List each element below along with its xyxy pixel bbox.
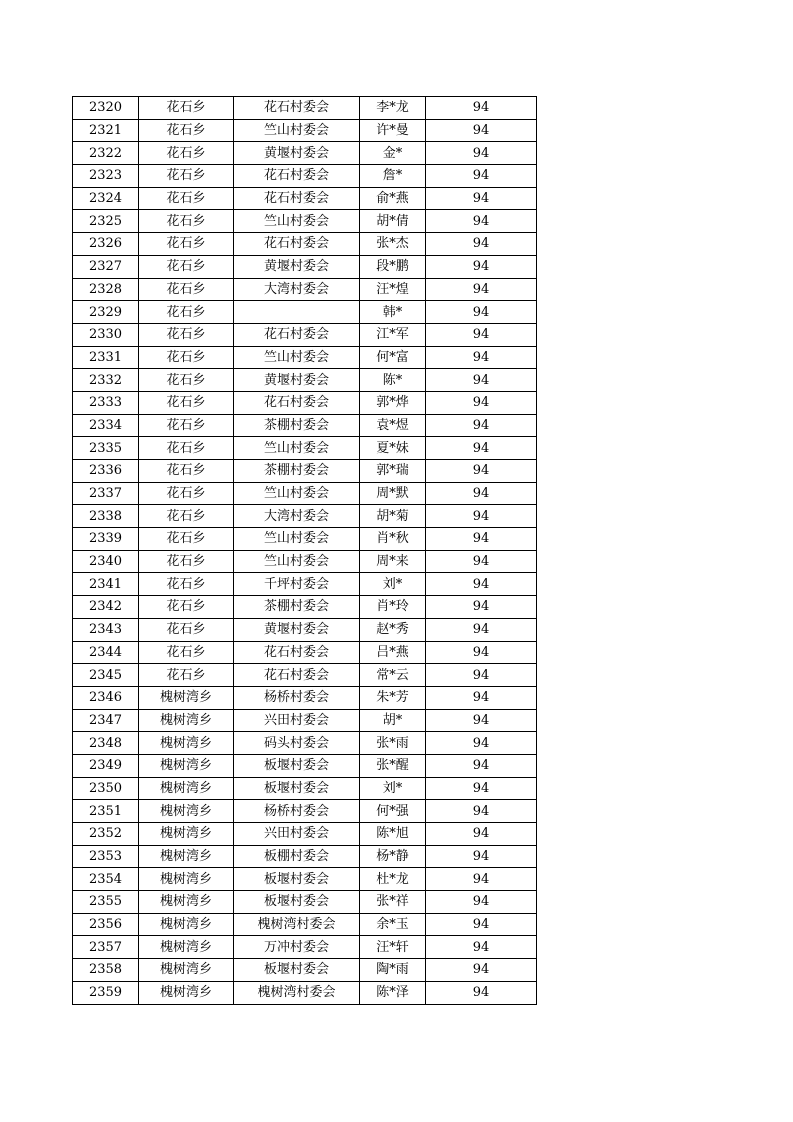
cell-village-committee: 大湾村委会: [234, 505, 360, 528]
cell-serial-number: 2322: [73, 142, 139, 165]
table-row: [73, 97, 537, 120]
cell-person-name: 郭*烨: [360, 391, 426, 414]
cell-serial-number: 2346: [73, 686, 139, 709]
cell-score: 94: [426, 618, 537, 641]
cell-score: 94: [426, 505, 537, 528]
cell-score: 94: [426, 255, 537, 278]
cell-score: 94: [426, 732, 537, 755]
cell-village-committee: 茶棚村委会: [234, 460, 360, 483]
cell-serial-number: 2341: [73, 573, 139, 596]
cell-township: 花石乡: [139, 165, 234, 188]
cell-serial-number: 2325: [73, 210, 139, 233]
cell-village-committee: 兴田村委会: [234, 823, 360, 846]
table-row: [73, 959, 537, 982]
table-row: [73, 686, 537, 709]
cell-score: 94: [426, 482, 537, 505]
cell-township: 槐树湾乡: [139, 823, 234, 846]
cell-person-name: 刘*: [360, 777, 426, 800]
cell-person-name: 陶*雨: [360, 959, 426, 982]
table-row: [73, 301, 537, 324]
cell-serial-number: 2338: [73, 505, 139, 528]
cell-township: 花石乡: [139, 233, 234, 256]
cell-village-committee: 茶棚村委会: [234, 414, 360, 437]
cell-score: 94: [426, 187, 537, 210]
cell-score: 94: [426, 528, 537, 551]
cell-township: 槐树湾乡: [139, 800, 234, 823]
cell-score: 94: [426, 165, 537, 188]
cell-village-committee: 花石村委会: [234, 97, 360, 120]
cell-score: 94: [426, 323, 537, 346]
cell-serial-number: 2339: [73, 528, 139, 551]
table-row: [73, 868, 537, 891]
table-row: [73, 641, 537, 664]
cell-person-name: 吕*燕: [360, 641, 426, 664]
cell-village-committee: 千坪村委会: [234, 573, 360, 596]
cell-township: 花石乡: [139, 460, 234, 483]
cell-person-name: 肖*秋: [360, 528, 426, 551]
cell-person-name: 段*鹏: [360, 255, 426, 278]
cell-person-name: 杨*静: [360, 845, 426, 868]
cell-village-committee: 板堰村委会: [234, 754, 360, 777]
table-row: [73, 845, 537, 868]
cell-person-name: 张*雨: [360, 732, 426, 755]
cell-person-name: 刘*: [360, 573, 426, 596]
cell-score: 94: [426, 97, 537, 120]
cell-township: 花石乡: [139, 323, 234, 346]
cell-score: 94: [426, 278, 537, 301]
cell-serial-number: 2343: [73, 618, 139, 641]
cell-village-committee: 花石村委会: [234, 641, 360, 664]
cell-person-name: 韩*: [360, 301, 426, 324]
cell-score: 94: [426, 686, 537, 709]
cell-township: 花石乡: [139, 142, 234, 165]
cell-village-committee: 板堰村委会: [234, 777, 360, 800]
cell-score: 94: [426, 369, 537, 392]
cell-village-committee: 竺山村委会: [234, 482, 360, 505]
cell-serial-number: 2324: [73, 187, 139, 210]
cell-serial-number: 2347: [73, 709, 139, 732]
cell-person-name: 陈*: [360, 369, 426, 392]
table-row: [73, 777, 537, 800]
cell-score: 94: [426, 959, 537, 982]
cell-village-committee: 花石村委会: [234, 323, 360, 346]
cell-score: 94: [426, 460, 537, 483]
cell-serial-number: 2358: [73, 959, 139, 982]
cell-township: 槐树湾乡: [139, 732, 234, 755]
cell-score: 94: [426, 800, 537, 823]
cell-score: 94: [426, 301, 537, 324]
cell-score: 94: [426, 437, 537, 460]
cell-township: 花石乡: [139, 210, 234, 233]
table-row: [73, 414, 537, 437]
cell-village-committee: 黄堰村委会: [234, 142, 360, 165]
cell-score: 94: [426, 709, 537, 732]
cell-person-name: 周*来: [360, 550, 426, 573]
cell-serial-number: 2359: [73, 981, 139, 1004]
cell-score: 94: [426, 823, 537, 846]
table-row: [73, 550, 537, 573]
cell-township: 花石乡: [139, 618, 234, 641]
cell-person-name: 胡*: [360, 709, 426, 732]
cell-township: 花石乡: [139, 278, 234, 301]
cell-serial-number: 2349: [73, 754, 139, 777]
cell-township: 花石乡: [139, 641, 234, 664]
table-row: [73, 936, 537, 959]
table-row: [73, 800, 537, 823]
table-row: [73, 981, 537, 1004]
cell-person-name: 江*军: [360, 323, 426, 346]
cell-score: 94: [426, 641, 537, 664]
cell-serial-number: 2327: [73, 255, 139, 278]
cell-score: 94: [426, 754, 537, 777]
cell-township: 花石乡: [139, 505, 234, 528]
cell-serial-number: 2323: [73, 165, 139, 188]
cell-score: 94: [426, 596, 537, 619]
cell-person-name: 何*富: [360, 346, 426, 369]
cell-village-committee: 板棚村委会: [234, 845, 360, 868]
cell-score: 94: [426, 868, 537, 891]
cell-village-committee: 竺山村委会: [234, 210, 360, 233]
table-row: [73, 142, 537, 165]
cell-village-committee: 万冲村委会: [234, 936, 360, 959]
cell-person-name: 张*祥: [360, 891, 426, 914]
cell-person-name: 陈*旭: [360, 823, 426, 846]
cell-score: 94: [426, 391, 537, 414]
roster-table: [72, 96, 537, 1005]
cell-serial-number: 2345: [73, 664, 139, 687]
cell-serial-number: 2337: [73, 482, 139, 505]
table-row: [73, 732, 537, 755]
table-row: [73, 210, 537, 233]
cell-person-name: 袁*煜: [360, 414, 426, 437]
cell-village-committee: 黄堰村委会: [234, 618, 360, 641]
cell-serial-number: 2353: [73, 845, 139, 868]
cell-township: 花石乡: [139, 596, 234, 619]
cell-village-committee: 黄堰村委会: [234, 369, 360, 392]
cell-township: 花石乡: [139, 187, 234, 210]
cell-serial-number: 2326: [73, 233, 139, 256]
cell-township: 槐树湾乡: [139, 868, 234, 891]
cell-township: 花石乡: [139, 550, 234, 573]
cell-person-name: 肖*玲: [360, 596, 426, 619]
cell-serial-number: 2330: [73, 323, 139, 346]
table-row: [73, 891, 537, 914]
cell-village-committee: 大湾村委会: [234, 278, 360, 301]
roster-table-body: [73, 97, 537, 1005]
cell-village-committee: 槐树湾村委会: [234, 981, 360, 1004]
cell-township: 槐树湾乡: [139, 959, 234, 982]
cell-village-committee: 码头村委会: [234, 732, 360, 755]
cell-township: 槐树湾乡: [139, 777, 234, 800]
cell-serial-number: 2340: [73, 550, 139, 573]
cell-person-name: 俞*燕: [360, 187, 426, 210]
cell-village-committee: 茶棚村委会: [234, 596, 360, 619]
cell-score: 94: [426, 913, 537, 936]
table-row: [73, 187, 537, 210]
cell-township: 槐树湾乡: [139, 709, 234, 732]
table-row: [73, 119, 537, 142]
cell-person-name: 常*云: [360, 664, 426, 687]
cell-serial-number: 2331: [73, 346, 139, 369]
table-row: [73, 233, 537, 256]
cell-score: 94: [426, 233, 537, 256]
cell-village-committee: 板堰村委会: [234, 868, 360, 891]
cell-township: 花石乡: [139, 301, 234, 324]
table-row: [73, 823, 537, 846]
cell-score: 94: [426, 981, 537, 1004]
cell-village-committee: 花石村委会: [234, 664, 360, 687]
table-row: [73, 369, 537, 392]
cell-person-name: 陈*泽: [360, 981, 426, 1004]
cell-serial-number: 2336: [73, 460, 139, 483]
cell-score: 94: [426, 936, 537, 959]
cell-township: 花石乡: [139, 255, 234, 278]
cell-village-committee: 花石村委会: [234, 233, 360, 256]
cell-village-committee: 杨桥村委会: [234, 800, 360, 823]
cell-village-committee: 板堰村委会: [234, 891, 360, 914]
cell-village-committee: 竺山村委会: [234, 346, 360, 369]
table-row: [73, 255, 537, 278]
cell-person-name: 夏*妹: [360, 437, 426, 460]
cell-village-committee: 兴田村委会: [234, 709, 360, 732]
cell-township: 花石乡: [139, 528, 234, 551]
cell-township: 槐树湾乡: [139, 754, 234, 777]
cell-serial-number: 2350: [73, 777, 139, 800]
cell-serial-number: 2334: [73, 414, 139, 437]
cell-serial-number: 2342: [73, 596, 139, 619]
cell-score: 94: [426, 119, 537, 142]
cell-person-name: 胡*倩: [360, 210, 426, 233]
cell-person-name: 张*杰: [360, 233, 426, 256]
cell-village-committee: 竺山村委会: [234, 437, 360, 460]
cell-score: 94: [426, 550, 537, 573]
cell-village-committee: 竺山村委会: [234, 550, 360, 573]
cell-village-committee: 花石村委会: [234, 165, 360, 188]
cell-village-committee: 竺山村委会: [234, 119, 360, 142]
cell-serial-number: 2320: [73, 97, 139, 120]
cell-score: 94: [426, 142, 537, 165]
table-row: [73, 709, 537, 732]
cell-score: 94: [426, 414, 537, 437]
cell-serial-number: 2351: [73, 800, 139, 823]
cell-person-name: 余*玉: [360, 913, 426, 936]
cell-score: 94: [426, 891, 537, 914]
cell-township: 槐树湾乡: [139, 686, 234, 709]
cell-township: 花石乡: [139, 391, 234, 414]
cell-village-committee: 花石村委会: [234, 187, 360, 210]
cell-village-committee: 黄堰村委会: [234, 255, 360, 278]
table-row: [73, 596, 537, 619]
table-row: [73, 528, 537, 551]
cell-person-name: 金*: [360, 142, 426, 165]
cell-person-name: 许*曼: [360, 119, 426, 142]
cell-village-committee: 花石村委会: [234, 391, 360, 414]
cell-township: 花石乡: [139, 573, 234, 596]
cell-township: 花石乡: [139, 369, 234, 392]
cell-village-committee: 杨桥村委会: [234, 686, 360, 709]
table-row: [73, 323, 537, 346]
cell-person-name: 汪*煌: [360, 278, 426, 301]
table-row: [73, 505, 537, 528]
cell-score: 94: [426, 573, 537, 596]
cell-serial-number: 2335: [73, 437, 139, 460]
cell-serial-number: 2348: [73, 732, 139, 755]
cell-township: 花石乡: [139, 664, 234, 687]
cell-score: 94: [426, 664, 537, 687]
table-row: [73, 573, 537, 596]
cell-serial-number: 2352: [73, 823, 139, 846]
cell-township: 花石乡: [139, 414, 234, 437]
cell-township: 花石乡: [139, 346, 234, 369]
table-row: [73, 482, 537, 505]
cell-person-name: 胡*菊: [360, 505, 426, 528]
table-row: [73, 437, 537, 460]
table-row: [73, 346, 537, 369]
table-row: [73, 165, 537, 188]
cell-township: 花石乡: [139, 437, 234, 460]
cell-score: 94: [426, 210, 537, 233]
cell-township: 花石乡: [139, 482, 234, 505]
cell-serial-number: 2357: [73, 936, 139, 959]
cell-township: 花石乡: [139, 97, 234, 120]
cell-score: 94: [426, 845, 537, 868]
cell-person-name: 张*醒: [360, 754, 426, 777]
cell-township: 槐树湾乡: [139, 891, 234, 914]
cell-serial-number: 2321: [73, 119, 139, 142]
table-row: [73, 460, 537, 483]
cell-person-name: 李*龙: [360, 97, 426, 120]
cell-village-committee: 板堰村委会: [234, 959, 360, 982]
cell-person-name: 周*默: [360, 482, 426, 505]
cell-serial-number: 2344: [73, 641, 139, 664]
cell-village-committee: 竺山村委会: [234, 528, 360, 551]
cell-serial-number: 2354: [73, 868, 139, 891]
cell-village-committee: [234, 301, 360, 324]
cell-score: 94: [426, 346, 537, 369]
cell-serial-number: 2332: [73, 369, 139, 392]
cell-village-committee: 槐树湾村委会: [234, 913, 360, 936]
cell-person-name: 赵*秀: [360, 618, 426, 641]
table-row: [73, 913, 537, 936]
cell-person-name: 朱*芳: [360, 686, 426, 709]
cell-serial-number: 2333: [73, 391, 139, 414]
cell-serial-number: 2355: [73, 891, 139, 914]
table-row: [73, 278, 537, 301]
table-row: [73, 754, 537, 777]
cell-township: 槐树湾乡: [139, 936, 234, 959]
cell-serial-number: 2329: [73, 301, 139, 324]
cell-township: 槐树湾乡: [139, 981, 234, 1004]
cell-person-name: 何*强: [360, 800, 426, 823]
cell-township: 槐树湾乡: [139, 845, 234, 868]
cell-township: 槐树湾乡: [139, 913, 234, 936]
table-row: [73, 618, 537, 641]
cell-person-name: 郭*瑞: [360, 460, 426, 483]
cell-score: 94: [426, 777, 537, 800]
cell-serial-number: 2328: [73, 278, 139, 301]
cell-person-name: 詹*: [360, 165, 426, 188]
table-row: [73, 391, 537, 414]
cell-person-name: 杜*龙: [360, 868, 426, 891]
cell-township: 花石乡: [139, 119, 234, 142]
cell-serial-number: 2356: [73, 913, 139, 936]
cell-person-name: 汪*轩: [360, 936, 426, 959]
table-row: [73, 664, 537, 687]
